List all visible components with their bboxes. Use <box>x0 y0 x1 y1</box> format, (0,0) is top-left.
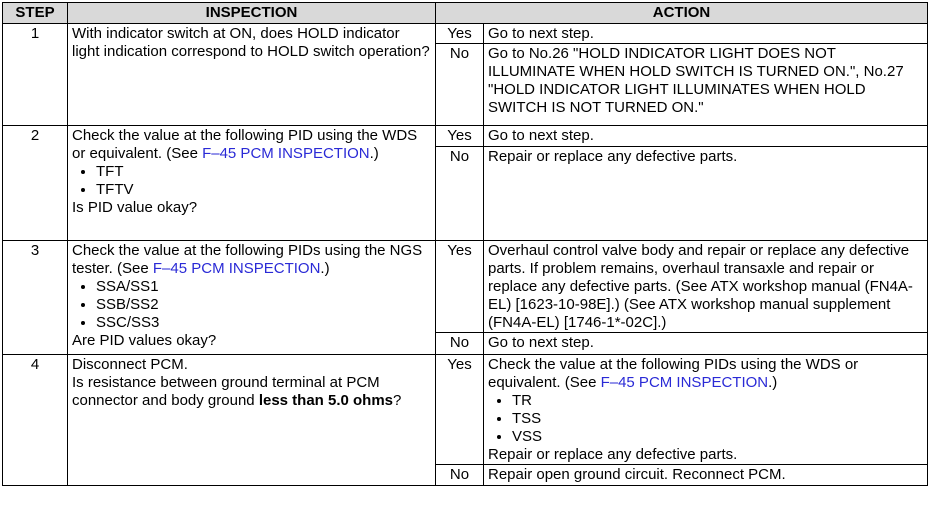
inspection-cell <box>68 355 436 486</box>
step-number: 4 <box>3 355 68 486</box>
inspection-text: ? <box>393 392 402 409</box>
yes-action: Overhaul control valve body and repair or replace any defective parts. If problem remains, overhaul transaxle and repair or replace any defective parts. (See ATX workshop manual (FN4A-EL) [1623-10-98E].) (See ATX workshop manual supplement (FN4A-EL) [1746-1*-02C].) <box>484 241 928 333</box>
inspection-text: .) <box>369 145 379 162</box>
table-row <box>3 24 928 44</box>
inspection-text: Check the value at the following PID using the WDS or equivalent. (See <box>72 127 418 162</box>
pid-item: • SSB/SS2 <box>96 296 431 314</box>
step-number: 1 <box>3 24 68 126</box>
action-text: .) <box>768 374 778 391</box>
header-step: STEP <box>3 3 68 24</box>
no-action: Repair or replace any defective parts. <box>484 147 928 241</box>
pid-item: • TSS <box>512 410 923 428</box>
table-row <box>3 126 928 147</box>
pid-item: • TFTV <box>96 181 431 199</box>
inspection-cell <box>68 126 436 241</box>
no-action: Go to next step. <box>484 333 928 355</box>
yes-action: Go to next step. <box>484 126 928 147</box>
no-label: No <box>436 465 484 486</box>
no-label: No <box>436 333 484 355</box>
inspection-cell <box>68 241 436 355</box>
pid-list <box>72 278 431 332</box>
yes-label: Yes <box>436 241 484 333</box>
table-header-row <box>3 3 928 24</box>
inspection-text: .) <box>320 260 330 277</box>
yes-label: Yes <box>436 24 484 44</box>
step-number: 2 <box>3 126 68 241</box>
table-row <box>3 241 928 333</box>
step-number: 3 <box>3 241 68 355</box>
pid-item: • TR <box>512 392 923 410</box>
yes-action: Go to next step. <box>484 24 928 44</box>
yes-action <box>484 355 928 465</box>
pid-item: • VSS <box>512 428 923 446</box>
inspection-text: Disconnect PCM. <box>72 356 188 373</box>
inspection-text: Is resistance between ground terminal at PCM connector and body ground <box>72 374 380 409</box>
pid-list <box>72 163 431 199</box>
action-text: Check the value at the following PIDs using the WDS or equivalent. (See <box>488 356 859 391</box>
inspection-threshold: less than 5.0 ohms <box>258 392 394 409</box>
no-label: No <box>436 44 484 126</box>
pid-list <box>488 392 923 446</box>
yes-label: Yes <box>436 126 484 147</box>
inspection-question: Is PID value okay? <box>72 199 198 216</box>
pid-item: • SSA/SS1 <box>96 278 431 296</box>
header-action: ACTION <box>436 3 928 24</box>
action-text: Repair or replace any defective parts. <box>488 446 738 463</box>
inspection-table <box>2 2 928 486</box>
pcm-inspection-link[interactable]: F–45 PCM INSPECTION <box>202 145 370 162</box>
no-action: Repair open ground circuit. Reconnect PCM. <box>484 465 928 486</box>
pcm-inspection-link[interactable]: F–45 PCM INSPECTION <box>152 260 321 277</box>
pid-item: • SSC/SS3 <box>96 314 431 332</box>
pid-item: • TFT <box>96 163 431 181</box>
pcm-inspection-link[interactable]: F–45 PCM INSPECTION <box>600 374 769 391</box>
inspection-cell: With indicator switch at ON, does HOLD indicator light indication correspond to HOLD switch operation? <box>68 24 436 126</box>
no-action: Go to No.26 "HOLD INDICATOR LIGHT DOES NOT ILLUMINATE WHEN HOLD SWITCH IS TURNED ON.", No.27 "HOLD INDICATOR LIGHT ILLUMINATES WHEN HOLD SWITCH IS NOT TURNED ON." <box>484 44 928 126</box>
yes-label: Yes <box>436 355 484 465</box>
no-label: No <box>436 147 484 241</box>
inspection-text: Check the value at the following PIDs using the NGS tester. (See <box>72 242 423 277</box>
header-inspection: INSPECTION <box>68 3 436 24</box>
inspection-question: Are PID values okay? <box>72 332 217 349</box>
table-row <box>3 355 928 465</box>
